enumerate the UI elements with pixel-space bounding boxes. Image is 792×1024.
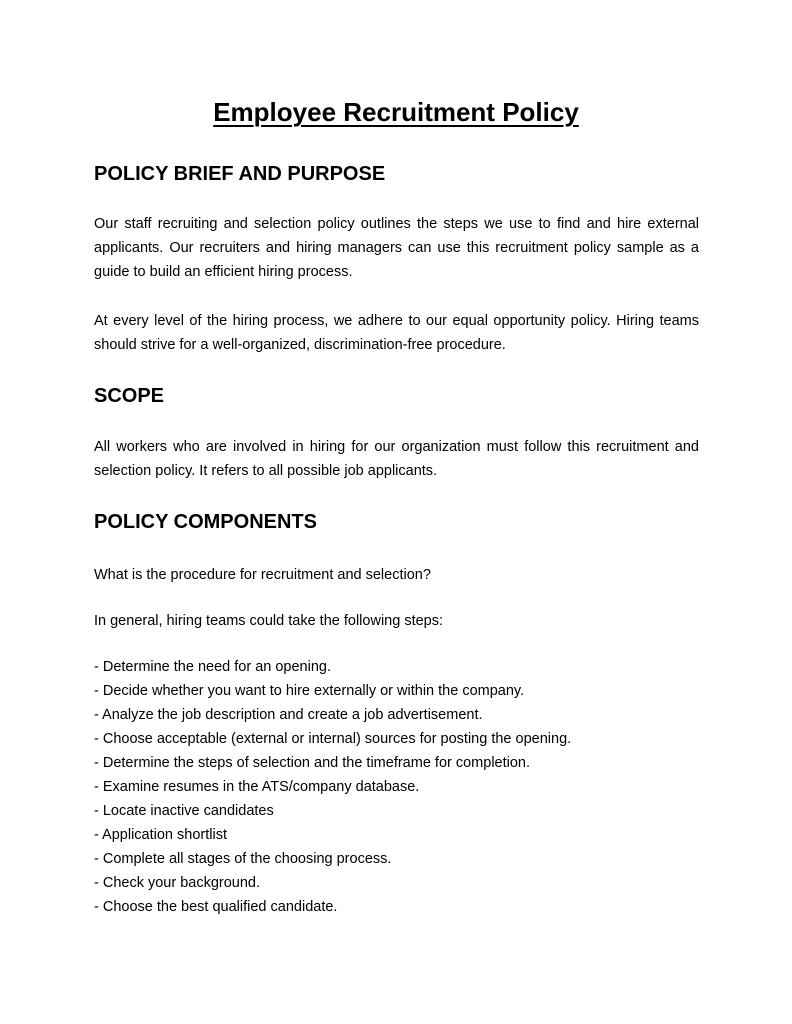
list-item: - Analyze the job description and create a job advertisement. [94,707,483,723]
page-title: Employee Recruitment Policy [213,97,579,127]
paragraph-policy-brief-2: At every level of the hiring process, we adhere to our equal opportunity policy. Hiring teams should strive for a well-organized, discrimination-free procedure. [94,313,699,353]
section-heading-policy-brief: POLICY BRIEF AND PURPOSE [94,163,386,185]
paragraph-policy-brief-1: Our staff recruiting and selection policy outlines the steps we use to find and hire external applicants. Our recruiters and hiring managers can use this recruitment policy sample as a guide to build an efficient hiring process. [94,216,699,280]
list-item: - Check your background. [94,875,261,891]
list-item: - Decide whether you want to hire externally or within the company. [94,683,525,699]
list-item: - Application shortlist [94,827,227,843]
list-item: - Determine the need for an opening. [94,659,331,675]
list-item: - Complete all stages of the choosing process. [94,851,392,867]
paragraph-procedure-question: What is the procedure for recruitment and selection? [94,567,431,583]
paragraph-steps-intro: In general, hiring teams could take the following steps: [94,613,444,629]
section-heading-policy-components: POLICY COMPONENTS [94,511,317,533]
list-item: - Examine resumes in the ATS/company database. [94,779,420,795]
hiring-steps-list [94,655,571,919]
list-item: - Determine the steps of selection and the timeframe for completion. [94,755,531,771]
list-item: - Choose the best qualified candidate. [94,899,338,915]
list-item: - Choose acceptable (external or internal) sources for posting the opening. [94,731,572,747]
list-item: - Locate inactive candidates [94,803,274,819]
section-heading-scope: SCOPE [94,385,165,407]
paragraph-scope: All workers who are involved in hiring for our organization must follow this recruitment and selection policy. It refers to all possible job applicants. [94,439,699,479]
